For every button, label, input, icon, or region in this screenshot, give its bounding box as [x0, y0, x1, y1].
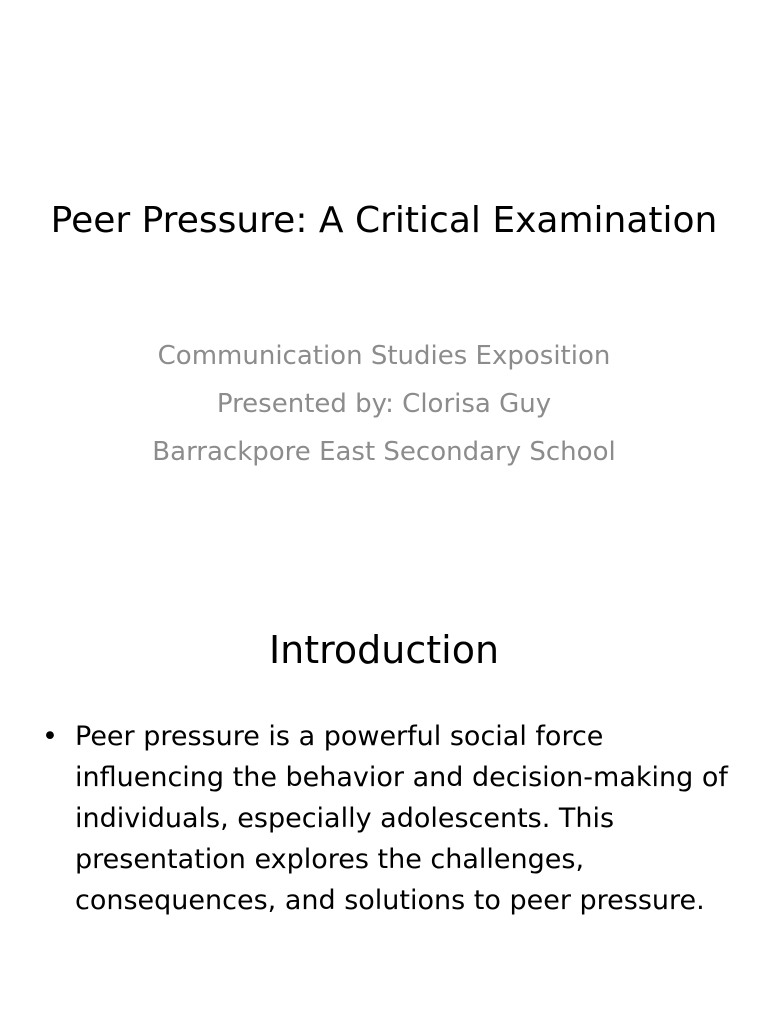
- subtitle-course: Communication Studies Exposition: [157, 341, 611, 371]
- bullet-item: [40, 716, 730, 921]
- bullet-icon: •: [42, 721, 58, 752]
- introduction-slide: [0, 512, 768, 1024]
- bullet-text: Peer pressure is a powerful social force influencing the behavior and decision-making of individuals, especially adolescents. This presentation explores the challenges, consequences, and solutions to peer pressure.: [75, 721, 728, 916]
- slide-heading: Introduction: [268, 628, 500, 672]
- slide-title: Peer Pressure: A Critical Examination: [50, 200, 718, 241]
- slide-subtitle: [40, 332, 728, 476]
- subtitle-school: Barrackpore East Secondary School: [152, 437, 616, 467]
- subtitle-presenter: Presented by: Clorisa Guy: [216, 389, 552, 419]
- bullet-list: [40, 716, 730, 921]
